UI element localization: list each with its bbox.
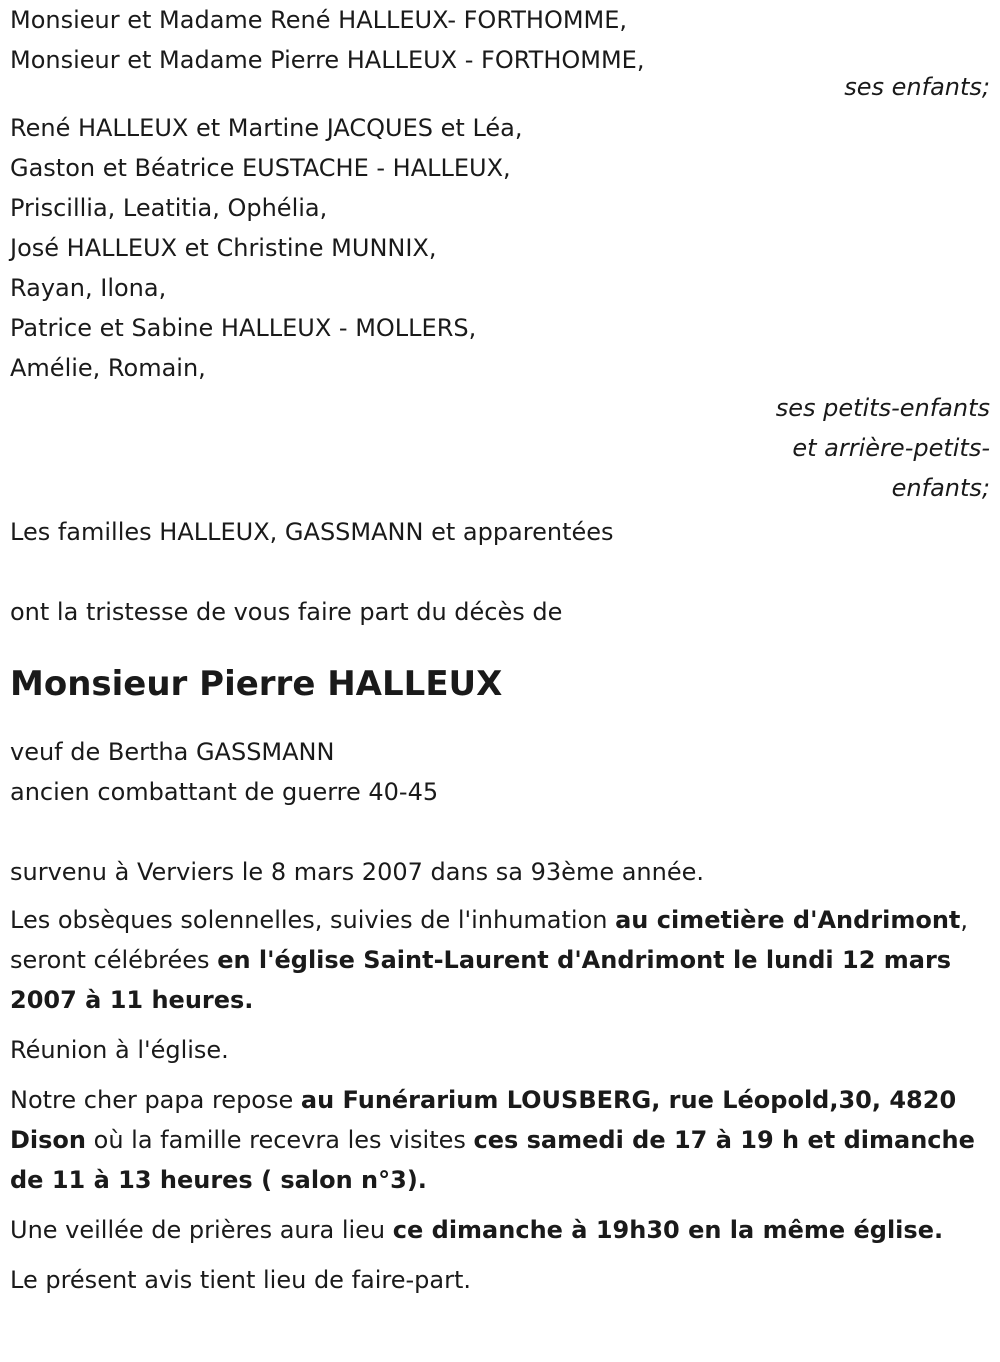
funeral-text: , seront célébrées xyxy=(10,906,969,974)
grandchildren-role: ses petits-enfants xyxy=(775,394,990,422)
funeral-text: Les obsèques solennelles, suivies de l'inhumation xyxy=(10,906,616,934)
detail-line: veuf de Bertha GASSMANN xyxy=(10,738,335,766)
visit-text: Notre cher papa repose xyxy=(10,1086,301,1114)
funeral-paragraph xyxy=(10,900,990,1020)
visit-paragraph xyxy=(10,1080,990,1200)
grandchild-line: José HALLEUX et Christine MUNNIX, xyxy=(10,234,437,262)
funeral-place: au cimetière d'Andrimont xyxy=(615,906,961,934)
grandchild-line: Gaston et Béatrice EUSTACHE - HALLEUX, xyxy=(10,154,511,182)
reunion-line: Réunion à l'église. xyxy=(10,1036,229,1064)
grandchild-line: Amélie, Romain, xyxy=(10,354,206,382)
grandchildren-block xyxy=(10,108,990,508)
visit-place: au Funérarium LOUSBERG, rue Léopold,30, 4820 Dison xyxy=(10,1086,957,1154)
vigil-time: ce dimanche à 19h30 en la même église. xyxy=(392,1216,944,1244)
children-block xyxy=(10,0,990,100)
closing-line: Le présent avis tient lieu de faire-part. xyxy=(10,1266,472,1294)
child-line: Monsieur et Madame Pierre HALLEUX - FORTHOMME, xyxy=(10,46,645,74)
detail-line: ancien combattant de guerre 40-45 xyxy=(10,778,439,806)
visit-text: où la famille recevra les visites xyxy=(86,1126,474,1154)
child-line: Monsieur et Madame René HALLEUX- FORTHOMME, xyxy=(10,6,628,34)
grandchildren-role: et arrière-petits- xyxy=(792,434,990,462)
vigil-paragraph xyxy=(10,1210,990,1250)
grandchild-line: René HALLEUX et Martine JACQUES et Léa, xyxy=(10,114,523,142)
grandchild-line: Priscillia, Leatitia, Ophélia, xyxy=(10,194,328,222)
grandchild-line: Patrice et Sabine HALLEUX - MOLLERS, xyxy=(10,314,477,342)
funeral-church: en l'église Saint-Laurent d'Andrimont le lundi 12 mars 2007 à 11 heures. xyxy=(10,946,952,1014)
families-line: Les familles HALLEUX, GASSMANN et apparentées xyxy=(10,518,614,546)
vigil-text: Une veillée de prières aura lieu xyxy=(10,1216,393,1244)
announcement-line: ont la tristesse de vous faire part du décès de xyxy=(10,598,563,626)
grandchild-line: Rayan, Ilona, xyxy=(10,274,167,302)
grandchildren-role: enfants; xyxy=(891,474,990,502)
children-role: ses enfants; xyxy=(844,73,990,101)
visit-times: ces samedi de 17 à 19 h et dimanche de 11 à 13 heures ( salon n°3). xyxy=(10,1126,975,1194)
death-line: survenu à Verviers le 8 mars 2007 dans sa 93ème année. xyxy=(10,858,705,886)
deceased-name: Monsieur Pierre HALLEUX xyxy=(10,664,503,704)
